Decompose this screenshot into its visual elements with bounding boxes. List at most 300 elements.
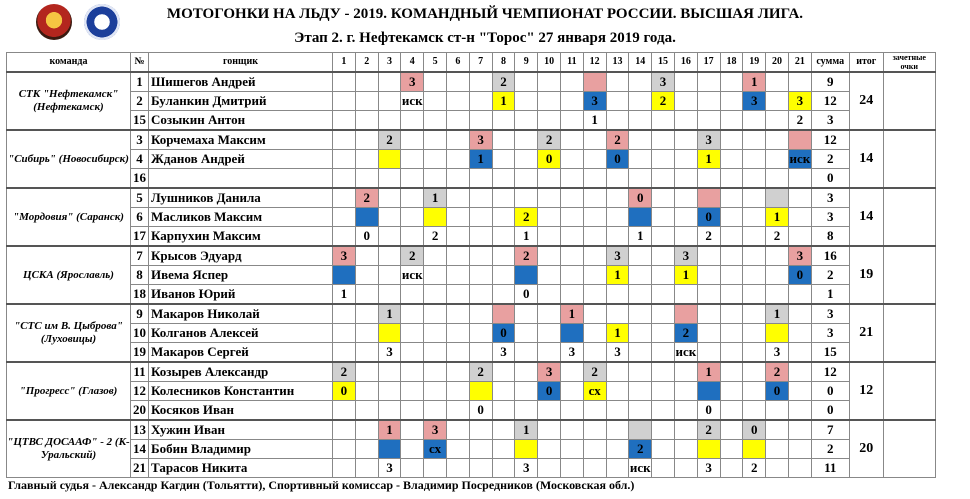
table-row (7, 324, 936, 343)
table-row (7, 420, 936, 440)
heat-cell (469, 440, 492, 459)
heat-cell (788, 324, 811, 343)
heat-cell: 0 (538, 382, 561, 401)
heat-cell (401, 150, 424, 169)
heat-cell (766, 130, 789, 150)
heat-cell: 3 (424, 420, 447, 440)
heat-cell: 1 (378, 304, 401, 324)
heat-cell (515, 324, 538, 343)
heat-cell (560, 324, 583, 343)
heat-cell (492, 420, 515, 440)
rider-number: 4 (131, 150, 149, 169)
heat-cell (606, 401, 629, 421)
heat-cell: 3 (401, 72, 424, 92)
heat-cell (515, 92, 538, 111)
officials-footer: Главный судья - Александр Кагдин (Тольятти), Спортивный комиссар - Владимир Посредников (Московская обл.) (8, 478, 635, 492)
rider-sum: 0 (811, 401, 849, 421)
heat-cell (788, 362, 811, 382)
heat-cell (583, 304, 606, 324)
table-row (7, 343, 936, 363)
heat-cell (743, 111, 766, 131)
team-total: 14 (849, 188, 883, 246)
rider-sum: 12 (811, 362, 849, 382)
heat-cell (652, 246, 675, 266)
heat-cell (538, 208, 561, 227)
heat-cell (788, 401, 811, 421)
heat-cell (492, 285, 515, 305)
heat-cell (401, 382, 424, 401)
table-row (7, 169, 936, 189)
heat-cell: 0 (355, 227, 378, 247)
rider-name: Тарасов Никита (149, 459, 333, 478)
heat-cell (560, 382, 583, 401)
table-row (7, 362, 936, 382)
rider-number: 6 (131, 208, 149, 227)
heat-cell (446, 72, 469, 92)
heat-cell (333, 440, 356, 459)
heat-cell (492, 362, 515, 382)
heat-cell (492, 188, 515, 208)
heat-cell (652, 266, 675, 285)
heat-cell (652, 285, 675, 305)
heat-cell (469, 420, 492, 440)
heat-cell: 2 (697, 420, 720, 440)
heat-cell (560, 169, 583, 189)
heat-cell (674, 382, 697, 401)
rider-name: Макаров Николай (149, 304, 333, 324)
heat-cell (401, 188, 424, 208)
heat-cell (652, 459, 675, 478)
rider-sum: 0 (811, 169, 849, 189)
heat-cell (446, 188, 469, 208)
heat-cell (355, 150, 378, 169)
heat-cell (674, 420, 697, 440)
results-table (6, 52, 936, 478)
heat-cell: 2 (424, 227, 447, 247)
rider-name: Буланкин Дмитрий (149, 92, 333, 111)
heat-cell (766, 169, 789, 189)
heat-cell (606, 285, 629, 305)
team-total: 19 (849, 246, 883, 304)
heat-cell (469, 208, 492, 227)
heat-cell (629, 324, 652, 343)
rider-name: Шишегов Андрей (149, 72, 333, 92)
heat-cell (446, 343, 469, 363)
heat-cell (446, 401, 469, 421)
heat-cell: сх (424, 440, 447, 459)
heat-cell (355, 343, 378, 363)
heat-cell: 0 (697, 208, 720, 227)
heat-cell: 1 (560, 304, 583, 324)
heat-cell (538, 72, 561, 92)
heat-cell: 3 (697, 130, 720, 150)
rider-sum: 2 (811, 440, 849, 459)
heat-cell (538, 227, 561, 247)
heat-cell (720, 227, 743, 247)
heat-cell (674, 401, 697, 421)
table-row (7, 382, 936, 401)
rider-name: Ивема Яспер (149, 266, 333, 285)
rider-sum: 3 (811, 188, 849, 208)
heat-cell (629, 420, 652, 440)
heat-cell (378, 266, 401, 285)
heat-cell (446, 111, 469, 131)
heat-cell (766, 401, 789, 421)
heat-cell (401, 130, 424, 150)
heat-cell (629, 169, 652, 189)
heat-cell (515, 401, 538, 421)
heat-cell (629, 208, 652, 227)
heat-cell (720, 169, 743, 189)
rider-name: Лушников Данила (149, 188, 333, 208)
team-points (883, 420, 935, 478)
heat-cell (720, 459, 743, 478)
heat-cell (674, 150, 697, 169)
heat-cell (652, 208, 675, 227)
team-total: 24 (849, 72, 883, 130)
heat-cell: иск (401, 92, 424, 111)
rider-name: Крысов Эдуард (149, 246, 333, 266)
heat-cell (766, 72, 789, 92)
heat-cell (629, 266, 652, 285)
heat-cell (697, 382, 720, 401)
heat-cell (720, 285, 743, 305)
heat-cell (538, 440, 561, 459)
heat-cell (538, 420, 561, 440)
heat-cell (446, 130, 469, 150)
heat-cell (538, 304, 561, 324)
heat-cell (355, 208, 378, 227)
heat-cell (515, 72, 538, 92)
table-row (7, 459, 936, 478)
heat-cell (515, 266, 538, 285)
heat-cell (629, 382, 652, 401)
heat-cell (469, 169, 492, 189)
heat-cell (538, 401, 561, 421)
heat-cell (560, 459, 583, 478)
team-points (883, 246, 935, 304)
heat-cell (446, 246, 469, 266)
heat-cell (469, 304, 492, 324)
heat-cell (583, 72, 606, 92)
table-row (7, 72, 936, 92)
heat-cell (697, 72, 720, 92)
heat-cell: 1 (424, 188, 447, 208)
heat-cell: сх (583, 382, 606, 401)
heat-cell (446, 285, 469, 305)
header-heat: 20 (766, 53, 789, 73)
heat-cell (697, 324, 720, 343)
heat-cell (560, 92, 583, 111)
heat-cell (424, 92, 447, 111)
heat-cell (355, 72, 378, 92)
heat-cell: 3 (788, 92, 811, 111)
heat-cell (378, 285, 401, 305)
heat-cell (720, 304, 743, 324)
heat-cell (652, 324, 675, 343)
rider-name: Жданов Андрей (149, 150, 333, 169)
heat-cell: 2 (538, 130, 561, 150)
rider-name: Макаров Сергей (149, 343, 333, 363)
header-heat: 12 (583, 53, 606, 73)
table-row (7, 401, 936, 421)
heat-cell (333, 72, 356, 92)
rider-sum: 3 (811, 208, 849, 227)
heat-cell (788, 208, 811, 227)
heat-cell (378, 246, 401, 266)
heat-cell (401, 343, 424, 363)
heat-cell (788, 130, 811, 150)
heat-cell (333, 324, 356, 343)
heat-cell (720, 324, 743, 343)
heat-cell (674, 92, 697, 111)
heat-cell: 3 (560, 343, 583, 363)
heat-cell (401, 440, 424, 459)
rider-number: 5 (131, 188, 149, 208)
heat-cell (355, 92, 378, 111)
heat-cell (378, 440, 401, 459)
heat-cell (469, 72, 492, 92)
header-total: итог (849, 53, 883, 73)
heat-cell (378, 72, 401, 92)
heat-cell (674, 188, 697, 208)
heat-cell (401, 227, 424, 247)
heat-cell (652, 130, 675, 150)
heat-cell (469, 459, 492, 478)
heat-cell (766, 266, 789, 285)
heat-cell (743, 208, 766, 227)
rider-name: Хужин Иван (149, 420, 333, 440)
header-heat: 21 (788, 53, 811, 73)
heat-cell (378, 382, 401, 401)
heat-cell (743, 304, 766, 324)
heat-cell (674, 459, 697, 478)
heat-cell (743, 401, 766, 421)
heat-cell (720, 246, 743, 266)
heat-cell (355, 285, 378, 305)
table-row (7, 285, 936, 305)
heat-cell (333, 150, 356, 169)
header-heat: 11 (560, 53, 583, 73)
heat-cell (446, 150, 469, 169)
heat-cell (743, 382, 766, 401)
heat-cell: 3 (378, 459, 401, 478)
heat-cell (515, 169, 538, 189)
heat-cell (606, 72, 629, 92)
heat-cell (583, 169, 606, 189)
header-heat: 6 (446, 53, 469, 73)
heat-cell (515, 130, 538, 150)
heat-cell (583, 440, 606, 459)
heat-cell (515, 382, 538, 401)
heat-cell (401, 324, 424, 343)
rider-number: 17 (131, 227, 149, 247)
rider-number: 21 (131, 459, 149, 478)
heat-cell (424, 343, 447, 363)
heat-cell (492, 440, 515, 459)
heat-cell (424, 111, 447, 131)
heat-cell (788, 420, 811, 440)
heat-cell (401, 169, 424, 189)
heat-cell (515, 343, 538, 363)
heat-cell (743, 227, 766, 247)
heat-cell: 3 (697, 459, 720, 478)
heat-cell (492, 459, 515, 478)
rider-number: 18 (131, 285, 149, 305)
heat-cell (446, 169, 469, 189)
team-points (883, 304, 935, 362)
heat-cell (424, 459, 447, 478)
heat-cell (424, 324, 447, 343)
heat-cell (674, 208, 697, 227)
heat-cell (355, 362, 378, 382)
heat-cell (492, 304, 515, 324)
rider-name: Карпухин Максим (149, 227, 333, 247)
heat-cell (606, 169, 629, 189)
heat-cell (583, 150, 606, 169)
heat-cell (538, 169, 561, 189)
rider-number: 7 (131, 246, 149, 266)
heat-cell (355, 459, 378, 478)
heat-cell (424, 72, 447, 92)
heat-cell (674, 227, 697, 247)
header-points: зачетные очки (883, 53, 935, 73)
rider-name: Козырев Александр (149, 362, 333, 382)
team-name: СТК "Нефтекамск" (Нефтекамск) (7, 72, 131, 130)
header-heat: 19 (743, 53, 766, 73)
heat-cell (766, 188, 789, 208)
heat-cell (424, 169, 447, 189)
heat-cell (606, 208, 629, 227)
heat-cell (652, 401, 675, 421)
rider-name: Корчемаха Максим (149, 130, 333, 150)
heat-cell (355, 246, 378, 266)
heat-cell (606, 382, 629, 401)
rider-number: 1 (131, 72, 149, 92)
heat-cell (720, 208, 743, 227)
heat-cell (629, 111, 652, 131)
heat-cell (720, 150, 743, 169)
heat-cell: 3 (606, 343, 629, 363)
heat-cell (560, 420, 583, 440)
rider-number: 10 (131, 324, 149, 343)
rider-sum: 2 (811, 150, 849, 169)
heat-cell (743, 169, 766, 189)
heat-cell (743, 343, 766, 363)
heat-cell: 0 (629, 188, 652, 208)
heat-cell (766, 246, 789, 266)
heat-cell (743, 150, 766, 169)
header-heat: 17 (697, 53, 720, 73)
heat-cell (674, 362, 697, 382)
heat-cell (606, 420, 629, 440)
heat-cell (652, 188, 675, 208)
heat-cell (424, 401, 447, 421)
heat-cell (378, 208, 401, 227)
heat-cell (424, 362, 447, 382)
heat-cell: 2 (766, 362, 789, 382)
header-heat: 3 (378, 53, 401, 73)
heat-cell (515, 188, 538, 208)
header-heat: 5 (424, 53, 447, 73)
heat-cell (606, 440, 629, 459)
heat-cell (378, 169, 401, 189)
heat-cell (424, 285, 447, 305)
heat-cell (720, 266, 743, 285)
heat-cell (674, 285, 697, 305)
heat-cell: 3 (378, 343, 401, 363)
heat-cell (652, 382, 675, 401)
table-row (7, 150, 936, 169)
team-name: "Прогресс" (Глазов) (7, 362, 131, 420)
heat-cell (401, 285, 424, 305)
heat-cell (720, 343, 743, 363)
heat-cell (333, 169, 356, 189)
rider-name (149, 169, 333, 189)
heat-cell (697, 304, 720, 324)
heat-cell (492, 111, 515, 131)
heat-cell (697, 92, 720, 111)
heat-cell: 2 (788, 111, 811, 131)
heat-cell (606, 111, 629, 131)
heat-cell (538, 459, 561, 478)
heat-cell (378, 111, 401, 131)
heat-cell: 0 (697, 401, 720, 421)
heat-cell (629, 92, 652, 111)
heat-cell (674, 72, 697, 92)
heat-cell (629, 362, 652, 382)
heat-cell (492, 382, 515, 401)
heat-cell (788, 382, 811, 401)
heat-cell: 0 (538, 150, 561, 169)
heat-cell (629, 72, 652, 92)
heat-cell (788, 304, 811, 324)
rider-name: Колганов Алексей (149, 324, 333, 343)
team-name: "Сибирь" (Новосибирск) (7, 130, 131, 188)
heat-cell (560, 130, 583, 150)
heat-cell: 2 (355, 188, 378, 208)
heat-cell (446, 208, 469, 227)
heat-cell: 2 (652, 92, 675, 111)
heat-cell (629, 401, 652, 421)
heat-cell (606, 304, 629, 324)
heat-cell (766, 150, 789, 169)
heat-cell (652, 111, 675, 131)
heat-cell (743, 440, 766, 459)
header-team: команда (7, 53, 131, 73)
header-heat: 13 (606, 53, 629, 73)
heat-cell (697, 343, 720, 363)
heat-cell (788, 440, 811, 459)
heat-cell (629, 304, 652, 324)
table-row (7, 92, 936, 111)
heat-cell (697, 246, 720, 266)
heat-cell: 3 (538, 362, 561, 382)
heat-cell (355, 401, 378, 421)
heat-cell: 2 (697, 227, 720, 247)
heat-cell (720, 382, 743, 401)
heat-cell (720, 362, 743, 382)
heat-cell: 3 (788, 246, 811, 266)
header-sum: сумма (811, 53, 849, 73)
heat-cell (492, 150, 515, 169)
table-row (7, 188, 936, 208)
heat-cell (469, 92, 492, 111)
heat-cell: иск (788, 150, 811, 169)
heat-cell: 1 (606, 324, 629, 343)
rider-sum: 9 (811, 72, 849, 92)
heat-cell (583, 459, 606, 478)
